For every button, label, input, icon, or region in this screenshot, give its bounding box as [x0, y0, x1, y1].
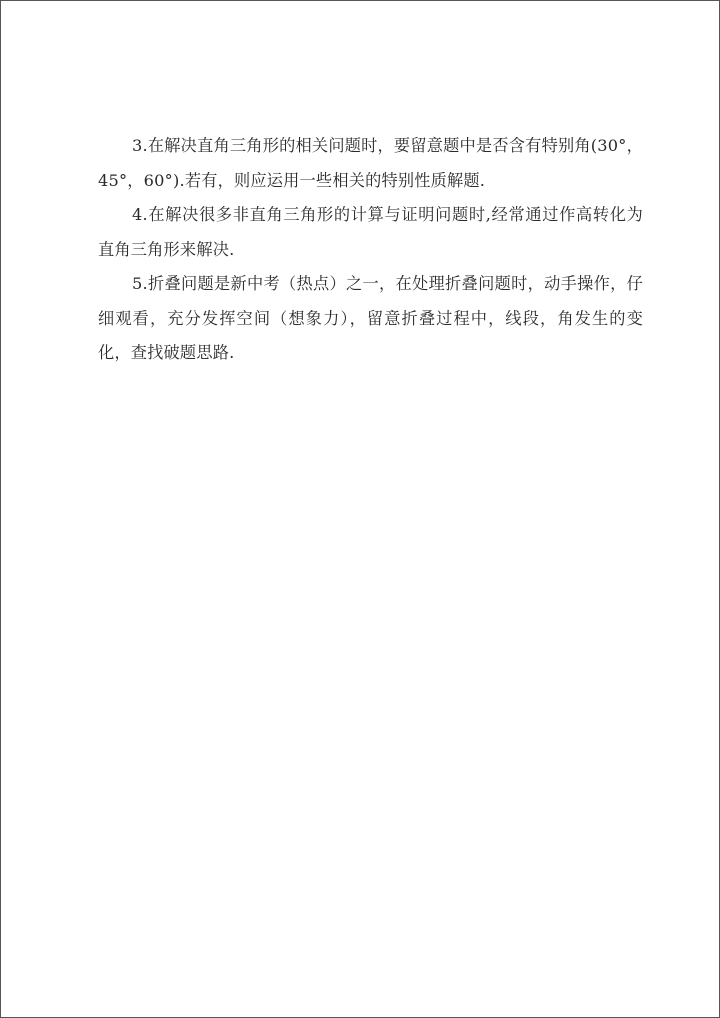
paragraph-5: 5.折叠问题是新中考（热点）之一，在处理折叠问题时，动手操作，仔细观看，充分发挥空间（想象力），留意折叠过程中，线段，角发生的变化，查找破题思路.	[98, 274, 643, 362]
paragraph-4: 4.在解决很多非直角三角形的计算与证明问题时,经常通过作高转化为直角三角形来解决.	[98, 205, 643, 259]
document-body	[98, 129, 643, 371]
paragraph-3: 3.在解决直角三角形的相关问题时，要留意题中是否含有特别角(30°，45°，60°).若有，则应运用一些相关的特别性质解题.	[98, 136, 643, 190]
